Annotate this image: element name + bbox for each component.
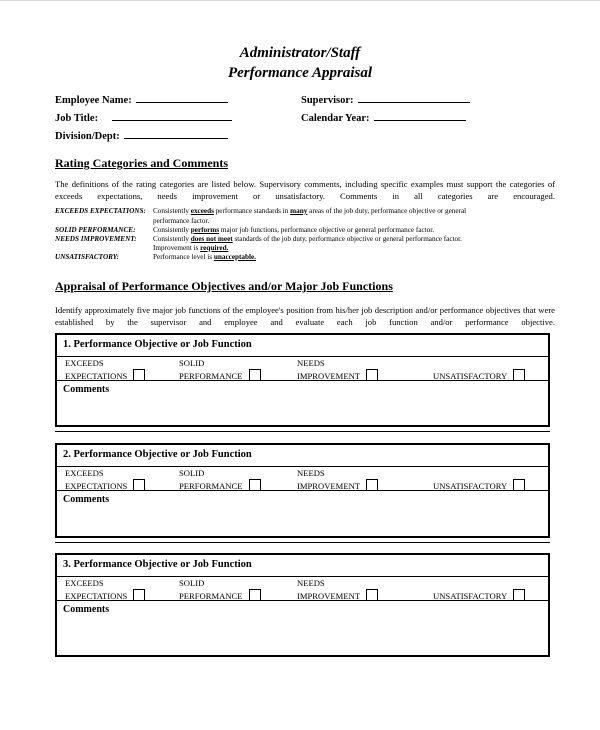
rating-row [57, 467, 548, 491]
unsatisfactory-checkbox[interactable] [513, 479, 525, 491]
supervisor-label: Supervisor: [301, 95, 354, 106]
rating-unsatisfactory: UNSATISFACTORY [433, 479, 525, 492]
rating-exceeds: EXCEEDS EXPECTATIONS [65, 468, 145, 492]
needs-checkbox[interactable] [366, 369, 378, 381]
comments-area[interactable] [57, 491, 548, 536]
rating-exceeds: EXCEEDS EXPECTATIONS [65, 358, 145, 382]
objective-title: 2. Performance Objective or Job Function [57, 445, 548, 467]
needs-checkbox[interactable] [366, 589, 378, 601]
rating-row [57, 577, 548, 601]
appraisal-heading: Appraisal of Performance Objectives and/or Major Job Functions [55, 279, 393, 293]
calendar-year-line[interactable] [374, 111, 466, 121]
employee-name-field [55, 93, 228, 106]
definition-text: Improvement is required. [153, 244, 229, 252]
rating-categories-heading: Rating Categories and Comments [55, 156, 228, 170]
supervisor-line[interactable] [358, 93, 470, 103]
objective-title: 1. Performance Objective or Job Function [57, 335, 548, 357]
exceeds-checkbox[interactable] [133, 479, 145, 491]
definition-text: Performance level is unacceptable. [153, 253, 256, 261]
division-label: Division/Dept: [55, 131, 120, 142]
employee-name-label: Employee Name: [55, 95, 132, 106]
objective-box-2 [55, 443, 550, 538]
objective-box-3 [55, 553, 550, 657]
division-field [55, 129, 228, 142]
comments-label: Comments [63, 494, 110, 505]
job-title-label: Job Title: [55, 113, 99, 124]
comments-area[interactable] [57, 601, 548, 655]
definition-text: Consistently does not meet standards of the job duty, performance objective or general performance factor. [153, 235, 462, 243]
form-title-line1: Administrator/Staff [239, 45, 361, 61]
box-underline [55, 431, 550, 432]
definition-label: SOLID PERFORMANCE: [55, 226, 136, 234]
rating-solid: SOLID PERFORMANCE [179, 358, 261, 382]
unsatisfactory-checkbox[interactable] [513, 369, 525, 381]
rating-needs: NEEDS IMPROVEMENT [297, 358, 378, 382]
calendar-year-label: Calendar Year: [301, 113, 370, 124]
solid-checkbox[interactable] [249, 589, 261, 601]
box-underline [55, 542, 550, 543]
rating-exceeds: EXCEEDS EXPECTATIONS [65, 578, 145, 602]
form-title-line2: Performance Appraisal [227, 65, 373, 81]
comments-label: Comments [63, 384, 110, 395]
definition-text: performance factor. [153, 217, 210, 225]
rating-unsatisfactory: UNSATISFACTORY [433, 589, 525, 602]
unsatisfactory-checkbox[interactable] [513, 589, 525, 601]
definition-label: EXCEEDS EXPECTATIONS: [55, 207, 146, 215]
division-line[interactable] [124, 129, 228, 139]
supervisor-field [301, 93, 470, 106]
definition-text: Consistently exceeds performance standards in many areas of the job duty, performance objective or general [153, 207, 467, 215]
exceeds-checkbox[interactable] [133, 369, 145, 381]
calendar-year-field [301, 111, 466, 124]
rating-needs: NEEDS IMPROVEMENT [297, 578, 378, 602]
rating-solid: SOLID PERFORMANCE [179, 578, 261, 602]
needs-checkbox[interactable] [366, 479, 378, 491]
rating-solid: SOLID PERFORMANCE [179, 468, 261, 492]
solid-checkbox[interactable] [249, 369, 261, 381]
job-title-field [55, 111, 232, 124]
exceeds-checkbox[interactable] [133, 589, 145, 601]
objective-box-1 [55, 333, 550, 427]
employee-name-line[interactable] [136, 93, 228, 103]
rating-row [57, 357, 548, 381]
definition-text: Consistently performs major job functions, performance objective or general performance factor. [153, 226, 435, 234]
appraisal-intro: Identify approximately five major job functions of the employee's position from his/her job description and/or performance objectives that were established by the supervisor and employee and evaluate each job function and/or performance objective. [55, 305, 555, 327]
job-title-line[interactable] [112, 111, 232, 121]
rating-needs: NEEDS IMPROVEMENT [297, 468, 378, 492]
solid-checkbox[interactable] [249, 479, 261, 491]
comments-label: Comments [63, 604, 110, 615]
comments-area[interactable] [57, 381, 548, 425]
objective-title: 3. Performance Objective or Job Function [57, 555, 548, 577]
definition-label: UNSATISFACTORY: [55, 253, 119, 261]
rating-unsatisfactory: UNSATISFACTORY [433, 369, 525, 382]
definition-label: NEEDS IMPROVEMENT: [55, 235, 137, 243]
rating-intro: The definitions of the rating categories are listed below. Supervisory comments, including specific examples must support the categories of exceeds expectations, needs improvement or unsatisfactory. Comments in all categories are encouraged. [55, 179, 555, 201]
